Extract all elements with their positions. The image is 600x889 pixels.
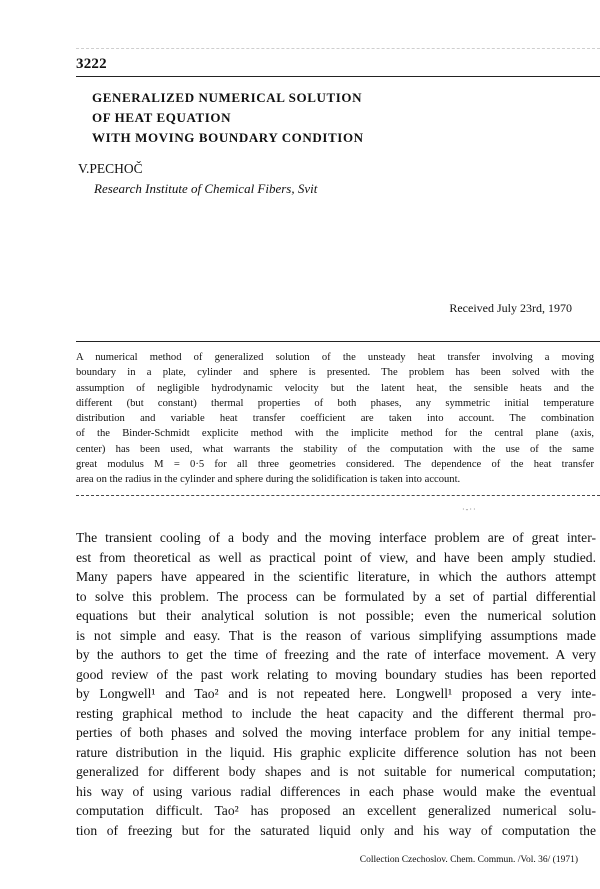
abstract-line: of the Binder-Schmidt explicite method with the implicite method for the central plane (axis, [76,428,594,440]
scan-speck: ·-·· [462,505,477,514]
abstract-line: A numerical method of generalized solution of the unsteady heat transfer involving a moving [76,352,594,363]
body-line: by Longwell¹ and Tao² and is not repeated here. Longwell¹ proposed a very inte- [76,686,596,701]
body-line: is not simple and easy. That is the reason of various simplifying assumptions made [76,627,596,643]
body-line: by the authors to get the time of freezing and the rate of interface movement. A very [76,647,596,662]
abstract-line: great modulus M = 0·5 for all three geometries considered. The dependence of the heat transfer [76,459,594,471]
body-line: computation difficult. Tao² has proposed an excellent generalized numerical solu- [76,803,596,818]
journal-citation: Collection Czechoslov. Chem. Commun. /Vol. 36/ (1971) [359,855,578,865]
author-name: V.PECHOČ [78,161,143,176]
body-line: resting graphical method to include the heat capacity and the different thermal pro- [76,705,596,721]
body-line: equations but their analytical solution is not possible; even the numerical solution [76,608,596,623]
body-line: to solve this problem. The process can be formulated by a set of partial differential [76,588,596,604]
abstract-top-rule [76,341,600,342]
abstract-line: area on the radius in the cylinder and sphere during the solidification is taken into account. [76,474,461,486]
title-line-2: OF HEAT EQUATION [92,110,232,125]
abstract-line: assumption of negligible hydrodynamic velocity but the latent heat, the sensible heats and the [76,382,594,394]
body-line: rature distribution in the liquid. His graphic explicite difference solution has not been [76,744,596,760]
scan-artifact-line [76,48,600,49]
received-date: Received July 23rd, 1970 [449,301,572,315]
abstract-line: boundary in a plate, cylinder and sphere is presented. The problem has been solved with the [76,367,594,379]
body-line: Many papers have appeared in the scientific literature, in which the authors attempt [76,569,596,584]
abstract-line: distribution and variable heat transfer coefficient are taken into account. The combination [76,413,594,425]
body-line: The transient cooling of a body and the moving interface problem are of great inter- [76,530,596,545]
abstract [76,350,594,488]
body-line: his way of using various radial differences in each phase would make the eventual [76,783,596,799]
article-title [92,88,512,148]
author-affiliation: Research Institute of Chemical Fibers, Svit [94,181,318,196]
abstract-line: different (but constant) thermal properties of both phases, any symmetric initial temperature [76,397,594,409]
body-line: perties of both phases and solved the moving interface problem for any initial tempe- [76,725,596,740]
abstract-bottom-rule [76,495,600,496]
title-line-3: WITH MOVING BOUNDARY CONDITION [92,130,364,145]
body-text [76,528,596,840]
abstract-line: center) has been used, what warrants the stability of the computation with the use of the same [76,443,594,455]
body-line: good review of the past work relating to moving boundary studies has been reported [76,666,596,682]
body-line: tion of freezing but for the saturated liquid only and his way of computation the [76,822,596,838]
header-rule [76,76,600,77]
body-line: est from theoretical as well as practical point of view, and have been amply studied. [76,549,596,565]
title-line-1: GENERALIZED NUMERICAL SOLUTION [92,90,363,105]
page-number: 3222 [76,56,107,72]
body-line: generalized for different body shapes and is not suitable for numerical computation; [76,764,596,779]
